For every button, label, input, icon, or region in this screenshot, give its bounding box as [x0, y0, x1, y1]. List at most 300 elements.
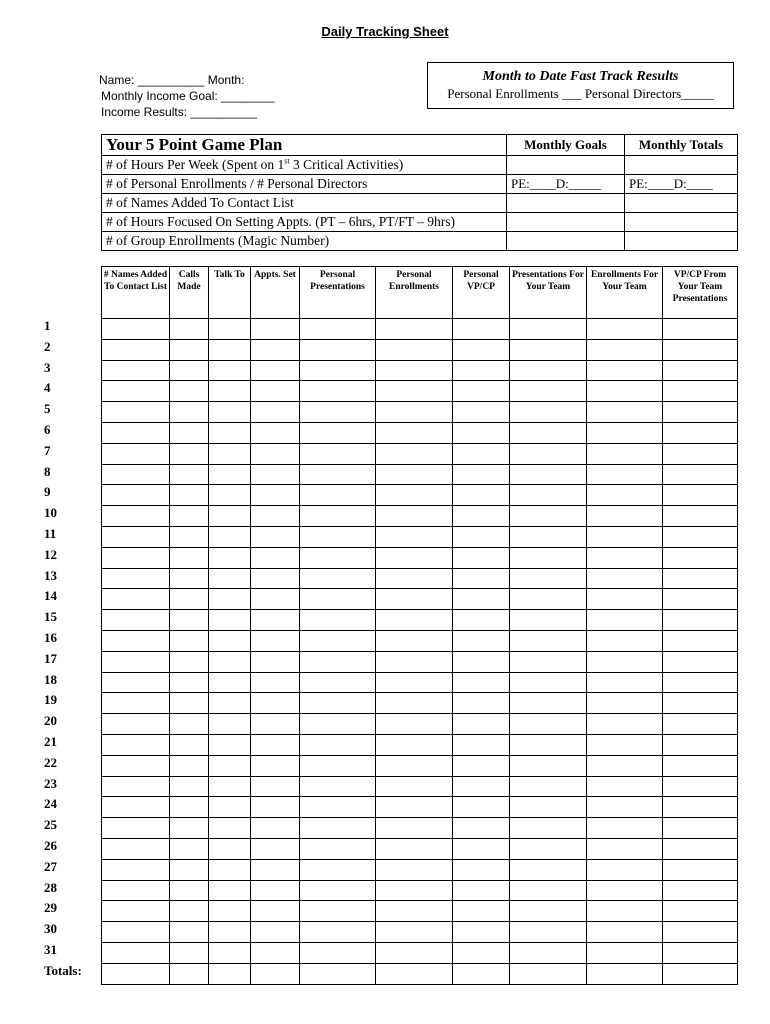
entry-cell[interactable]: [251, 526, 300, 547]
entry-cell[interactable]: [376, 630, 453, 651]
entry-cell[interactable]: [170, 693, 209, 714]
entry-cell[interactable]: [510, 651, 587, 672]
entry-cell[interactable]: [510, 402, 587, 423]
entry-cell[interactable]: [102, 464, 170, 485]
entry-cell[interactable]: [510, 589, 587, 610]
entry-cell[interactable]: [102, 443, 170, 464]
entry-cell[interactable]: [663, 319, 738, 340]
entry-cell[interactable]: [170, 672, 209, 693]
entry-cell[interactable]: [209, 547, 251, 568]
entry-cell[interactable]: [453, 797, 510, 818]
entry-cell[interactable]: [209, 776, 251, 797]
entry-cell[interactable]: [453, 319, 510, 340]
entry-cell[interactable]: [376, 734, 453, 755]
entry-cell[interactable]: [102, 818, 170, 839]
entry-cell[interactable]: [209, 443, 251, 464]
entry-cell[interactable]: [587, 672, 663, 693]
entry-cell[interactable]: [587, 942, 663, 963]
entry-cell[interactable]: [587, 568, 663, 589]
entry-cell[interactable]: [663, 464, 738, 485]
entry-cell[interactable]: [663, 963, 738, 984]
entry-cell[interactable]: [209, 755, 251, 776]
entry-cell[interactable]: [663, 506, 738, 527]
entry-cell[interactable]: [170, 880, 209, 901]
entry-cell[interactable]: [170, 422, 209, 443]
entry-cell[interactable]: [251, 734, 300, 755]
entry-cell[interactable]: [453, 963, 510, 984]
entry-cell[interactable]: [170, 485, 209, 506]
entry-cell[interactable]: [453, 360, 510, 381]
entry-cell[interactable]: [102, 547, 170, 568]
entry-cell[interactable]: [587, 880, 663, 901]
entry-cell[interactable]: [209, 568, 251, 589]
entry-cell[interactable]: [102, 776, 170, 797]
entry-cell[interactable]: [663, 714, 738, 735]
entry-cell[interactable]: [453, 734, 510, 755]
entry-cell[interactable]: [587, 339, 663, 360]
entry-cell[interactable]: [300, 339, 376, 360]
entry-cell[interactable]: [453, 714, 510, 735]
entry-cell[interactable]: [663, 589, 738, 610]
entry-cell[interactable]: [251, 922, 300, 943]
entry-cell[interactable]: [376, 818, 453, 839]
entry-cell[interactable]: [453, 610, 510, 631]
entry-cell[interactable]: [102, 630, 170, 651]
entry-cell[interactable]: [587, 381, 663, 402]
entry-cell[interactable]: [300, 464, 376, 485]
entry-cell[interactable]: [663, 422, 738, 443]
entry-cell[interactable]: [376, 526, 453, 547]
entry-cell[interactable]: [663, 901, 738, 922]
entry-cell[interactable]: [300, 610, 376, 631]
entry-cell[interactable]: [170, 402, 209, 423]
entry-cell[interactable]: [510, 942, 587, 963]
entry-cell[interactable]: [102, 734, 170, 755]
entry-cell[interactable]: [663, 610, 738, 631]
entry-cell[interactable]: [663, 734, 738, 755]
entry-cell[interactable]: [102, 526, 170, 547]
entry-cell[interactable]: [170, 526, 209, 547]
entry-cell[interactable]: [663, 942, 738, 963]
entry-cell[interactable]: [300, 360, 376, 381]
entry-cell[interactable]: [376, 589, 453, 610]
entry-cell[interactable]: [453, 589, 510, 610]
entry-cell[interactable]: [102, 568, 170, 589]
entry-cell[interactable]: [102, 838, 170, 859]
goal-cell[interactable]: [507, 213, 625, 232]
entry-cell[interactable]: [209, 589, 251, 610]
entry-cell[interactable]: [251, 319, 300, 340]
entry-cell[interactable]: [209, 797, 251, 818]
total-cell[interactable]: [625, 156, 738, 175]
entry-cell[interactable]: [453, 422, 510, 443]
entry-cell[interactable]: [663, 630, 738, 651]
total-cell[interactable]: [625, 232, 738, 251]
entry-cell[interactable]: [376, 755, 453, 776]
entry-cell[interactable]: [209, 630, 251, 651]
entry-cell[interactable]: [251, 506, 300, 527]
entry-cell[interactable]: [587, 818, 663, 839]
entry-cell[interactable]: [300, 547, 376, 568]
entry-cell[interactable]: [209, 672, 251, 693]
entry-cell[interactable]: [453, 776, 510, 797]
entry-cell[interactable]: [663, 755, 738, 776]
entry-cell[interactable]: [102, 797, 170, 818]
entry-cell[interactable]: [376, 963, 453, 984]
entry-cell[interactable]: [663, 360, 738, 381]
entry-cell[interactable]: [376, 651, 453, 672]
entry-cell[interactable]: [663, 402, 738, 423]
entry-cell[interactable]: [209, 402, 251, 423]
entry-cell[interactable]: [663, 776, 738, 797]
entry-cell[interactable]: [102, 485, 170, 506]
entry-cell[interactable]: [170, 630, 209, 651]
entry-cell[interactable]: [376, 901, 453, 922]
entry-cell[interactable]: [376, 776, 453, 797]
entry-cell[interactable]: [209, 506, 251, 527]
entry-cell[interactable]: [587, 402, 663, 423]
entry-cell[interactable]: [209, 922, 251, 943]
entry-cell[interactable]: [251, 714, 300, 735]
entry-cell[interactable]: [587, 360, 663, 381]
entry-cell[interactable]: [453, 922, 510, 943]
goal-cell[interactable]: [507, 194, 625, 213]
entry-cell[interactable]: [209, 880, 251, 901]
entry-cell[interactable]: [170, 963, 209, 984]
entry-cell[interactable]: [376, 797, 453, 818]
entry-cell[interactable]: [663, 381, 738, 402]
entry-cell[interactable]: [170, 589, 209, 610]
entry-cell[interactable]: [510, 963, 587, 984]
entry-cell[interactable]: [587, 755, 663, 776]
entry-cell[interactable]: [587, 485, 663, 506]
entry-cell[interactable]: [170, 360, 209, 381]
entry-cell[interactable]: [102, 942, 170, 963]
entry-cell[interactable]: [663, 568, 738, 589]
entry-cell[interactable]: [376, 547, 453, 568]
entry-cell[interactable]: [102, 859, 170, 880]
entry-cell[interactable]: [170, 506, 209, 527]
entry-cell[interactable]: [209, 963, 251, 984]
entry-cell[interactable]: [587, 651, 663, 672]
entry-cell[interactable]: [510, 464, 587, 485]
entry-cell[interactable]: [510, 755, 587, 776]
entry-cell[interactable]: [510, 630, 587, 651]
entry-cell[interactable]: [587, 693, 663, 714]
entry-cell[interactable]: [300, 880, 376, 901]
entry-cell[interactable]: [102, 610, 170, 631]
entry-cell[interactable]: [300, 485, 376, 506]
entry-cell[interactable]: [587, 319, 663, 340]
entry-cell[interactable]: [209, 901, 251, 922]
entry-cell[interactable]: [102, 714, 170, 735]
entry-cell[interactable]: [209, 422, 251, 443]
entry-cell[interactable]: [376, 568, 453, 589]
entry-cell[interactable]: [251, 797, 300, 818]
entry-cell[interactable]: [209, 859, 251, 880]
entry-cell[interactable]: [170, 714, 209, 735]
entry-cell[interactable]: [453, 901, 510, 922]
entry-cell[interactable]: [209, 360, 251, 381]
entry-cell[interactable]: [209, 381, 251, 402]
entry-cell[interactable]: [510, 339, 587, 360]
entry-cell[interactable]: [453, 630, 510, 651]
entry-cell[interactable]: [251, 360, 300, 381]
entry-cell[interactable]: [453, 506, 510, 527]
entry-cell[interactable]: [587, 547, 663, 568]
entry-cell[interactable]: [209, 693, 251, 714]
entry-cell[interactable]: [102, 693, 170, 714]
entry-cell[interactable]: [587, 963, 663, 984]
entry-cell[interactable]: [170, 776, 209, 797]
entry-cell[interactable]: [251, 818, 300, 839]
entry-cell[interactable]: [300, 402, 376, 423]
entry-cell[interactable]: [300, 714, 376, 735]
entry-cell[interactable]: [209, 526, 251, 547]
goal-cell[interactable]: [507, 156, 625, 175]
entry-cell[interactable]: [453, 755, 510, 776]
entry-cell[interactable]: [453, 942, 510, 963]
entry-cell[interactable]: [300, 818, 376, 839]
entry-cell[interactable]: [251, 568, 300, 589]
entry-cell[interactable]: [300, 755, 376, 776]
entry-cell[interactable]: [209, 610, 251, 631]
entry-cell[interactable]: [376, 672, 453, 693]
total-cell-pe-d[interactable]: PE:____D:____: [625, 175, 738, 194]
entry-cell[interactable]: [102, 672, 170, 693]
entry-cell[interactable]: [170, 797, 209, 818]
entry-cell[interactable]: [587, 922, 663, 943]
entry-cell[interactable]: [663, 651, 738, 672]
entry-cell[interactable]: [587, 443, 663, 464]
entry-cell[interactable]: [510, 776, 587, 797]
entry-cell[interactable]: [453, 693, 510, 714]
entry-cell[interactable]: [251, 776, 300, 797]
entry-cell[interactable]: [170, 901, 209, 922]
entry-cell[interactable]: [453, 547, 510, 568]
entry-cell[interactable]: [587, 776, 663, 797]
entry-cell[interactable]: [510, 422, 587, 443]
entry-cell[interactable]: [300, 963, 376, 984]
entry-cell[interactable]: [102, 319, 170, 340]
entry-cell[interactable]: [510, 859, 587, 880]
entry-cell[interactable]: [102, 901, 170, 922]
entry-cell[interactable]: [663, 693, 738, 714]
entry-cell[interactable]: [209, 818, 251, 839]
entry-cell[interactable]: [587, 901, 663, 922]
entry-cell[interactable]: [587, 734, 663, 755]
entry-cell[interactable]: [453, 339, 510, 360]
entry-cell[interactable]: [510, 547, 587, 568]
entry-cell[interactable]: [209, 485, 251, 506]
entry-cell[interactable]: [663, 880, 738, 901]
entry-cell[interactable]: [510, 880, 587, 901]
entry-cell[interactable]: [251, 422, 300, 443]
entry-cell[interactable]: [587, 859, 663, 880]
entry-cell[interactable]: [376, 339, 453, 360]
entry-cell[interactable]: [300, 859, 376, 880]
entry-cell[interactable]: [510, 319, 587, 340]
goal-cell[interactable]: [507, 232, 625, 251]
entry-cell[interactable]: [510, 901, 587, 922]
entry-cell[interactable]: [251, 610, 300, 631]
entry-cell[interactable]: [251, 901, 300, 922]
entry-cell[interactable]: [209, 838, 251, 859]
entry-cell[interactable]: [209, 319, 251, 340]
entry-cell[interactable]: [300, 589, 376, 610]
entry-cell[interactable]: [587, 422, 663, 443]
entry-cell[interactable]: [376, 360, 453, 381]
entry-cell[interactable]: [376, 714, 453, 735]
entry-cell[interactable]: [170, 339, 209, 360]
entry-cell[interactable]: [170, 443, 209, 464]
entry-cell[interactable]: [510, 485, 587, 506]
entry-cell[interactable]: [510, 818, 587, 839]
entry-cell[interactable]: [663, 547, 738, 568]
entry-cell[interactable]: [102, 422, 170, 443]
entry-cell[interactable]: [251, 464, 300, 485]
entry-cell[interactable]: [453, 402, 510, 423]
entry-cell[interactable]: [102, 360, 170, 381]
entry-cell[interactable]: [453, 838, 510, 859]
entry-cell[interactable]: [170, 838, 209, 859]
entry-cell[interactable]: [453, 485, 510, 506]
entry-cell[interactable]: [102, 880, 170, 901]
entry-cell[interactable]: [376, 402, 453, 423]
entry-cell[interactable]: [376, 859, 453, 880]
entry-cell[interactable]: [376, 464, 453, 485]
entry-cell[interactable]: [376, 838, 453, 859]
entry-cell[interactable]: [663, 339, 738, 360]
entry-cell[interactable]: [170, 651, 209, 672]
entry-cell[interactable]: [300, 319, 376, 340]
entry-cell[interactable]: [510, 693, 587, 714]
entry-cell[interactable]: [453, 381, 510, 402]
entry-cell[interactable]: [510, 797, 587, 818]
entry-cell[interactable]: [453, 443, 510, 464]
entry-cell[interactable]: [170, 942, 209, 963]
entry-cell[interactable]: [376, 319, 453, 340]
entry-cell[interactable]: [251, 381, 300, 402]
entry-cell[interactable]: [251, 859, 300, 880]
entry-cell[interactable]: [209, 942, 251, 963]
entry-cell[interactable]: [251, 880, 300, 901]
entry-cell[interactable]: [510, 672, 587, 693]
entry-cell[interactable]: [209, 734, 251, 755]
entry-cell[interactable]: [251, 838, 300, 859]
entry-cell[interactable]: [510, 443, 587, 464]
entry-cell[interactable]: [663, 526, 738, 547]
entry-cell[interactable]: [102, 402, 170, 423]
entry-cell[interactable]: [663, 818, 738, 839]
entry-cell[interactable]: [300, 797, 376, 818]
entry-cell[interactable]: [300, 443, 376, 464]
entry-cell[interactable]: [102, 506, 170, 527]
entry-cell[interactable]: [587, 589, 663, 610]
entry-cell[interactable]: [251, 963, 300, 984]
entry-cell[interactable]: [102, 651, 170, 672]
entry-cell[interactable]: [587, 838, 663, 859]
entry-cell[interactable]: [376, 922, 453, 943]
entry-cell[interactable]: [300, 922, 376, 943]
entry-cell[interactable]: [170, 381, 209, 402]
entry-cell[interactable]: [300, 630, 376, 651]
entry-cell[interactable]: [251, 651, 300, 672]
entry-cell[interactable]: [170, 734, 209, 755]
entry-cell[interactable]: [170, 464, 209, 485]
entry-cell[interactable]: [251, 443, 300, 464]
entry-cell[interactable]: [376, 422, 453, 443]
entry-cell[interactable]: [510, 922, 587, 943]
entry-cell[interactable]: [102, 755, 170, 776]
entry-cell[interactable]: [170, 610, 209, 631]
goal-cell-pe-d[interactable]: PE:____D:_____: [507, 175, 625, 194]
total-cell[interactable]: [625, 213, 738, 232]
entry-cell[interactable]: [376, 942, 453, 963]
entry-cell[interactable]: [663, 859, 738, 880]
entry-cell[interactable]: [170, 755, 209, 776]
entry-cell[interactable]: [376, 880, 453, 901]
entry-cell[interactable]: [587, 714, 663, 735]
entry-cell[interactable]: [453, 464, 510, 485]
entry-cell[interactable]: [251, 755, 300, 776]
entry-cell[interactable]: [209, 651, 251, 672]
entry-cell[interactable]: [209, 339, 251, 360]
entry-cell[interactable]: [102, 922, 170, 943]
entry-cell[interactable]: [510, 360, 587, 381]
entry-cell[interactable]: [587, 506, 663, 527]
entry-cell[interactable]: [453, 526, 510, 547]
entry-cell[interactable]: [300, 901, 376, 922]
entry-cell[interactable]: [102, 381, 170, 402]
entry-cell[interactable]: [102, 589, 170, 610]
entry-cell[interactable]: [300, 506, 376, 527]
entry-cell[interactable]: [587, 630, 663, 651]
entry-cell[interactable]: [102, 963, 170, 984]
entry-cell[interactable]: [510, 568, 587, 589]
entry-cell[interactable]: [376, 693, 453, 714]
entry-cell[interactable]: [251, 485, 300, 506]
entry-cell[interactable]: [663, 443, 738, 464]
entry-cell[interactable]: [453, 568, 510, 589]
entry-cell[interactable]: [251, 693, 300, 714]
entry-cell[interactable]: [251, 402, 300, 423]
entry-cell[interactable]: [510, 714, 587, 735]
entry-cell[interactable]: [170, 319, 209, 340]
entry-cell[interactable]: [170, 818, 209, 839]
entry-cell[interactable]: [300, 942, 376, 963]
entry-cell[interactable]: [300, 651, 376, 672]
entry-cell[interactable]: [300, 734, 376, 755]
entry-cell[interactable]: [510, 381, 587, 402]
entry-cell[interactable]: [663, 838, 738, 859]
entry-cell[interactable]: [300, 672, 376, 693]
entry-cell[interactable]: [453, 672, 510, 693]
entry-cell[interactable]: [251, 339, 300, 360]
entry-cell[interactable]: [510, 610, 587, 631]
entry-cell[interactable]: [209, 714, 251, 735]
entry-cell[interactable]: [663, 485, 738, 506]
entry-cell[interactable]: [376, 610, 453, 631]
entry-cell[interactable]: [251, 630, 300, 651]
entry-cell[interactable]: [510, 838, 587, 859]
entry-cell[interactable]: [376, 443, 453, 464]
entry-cell[interactable]: [170, 568, 209, 589]
entry-cell[interactable]: [300, 422, 376, 443]
entry-cell[interactable]: [300, 838, 376, 859]
entry-cell[interactable]: [170, 922, 209, 943]
entry-cell[interactable]: [300, 776, 376, 797]
